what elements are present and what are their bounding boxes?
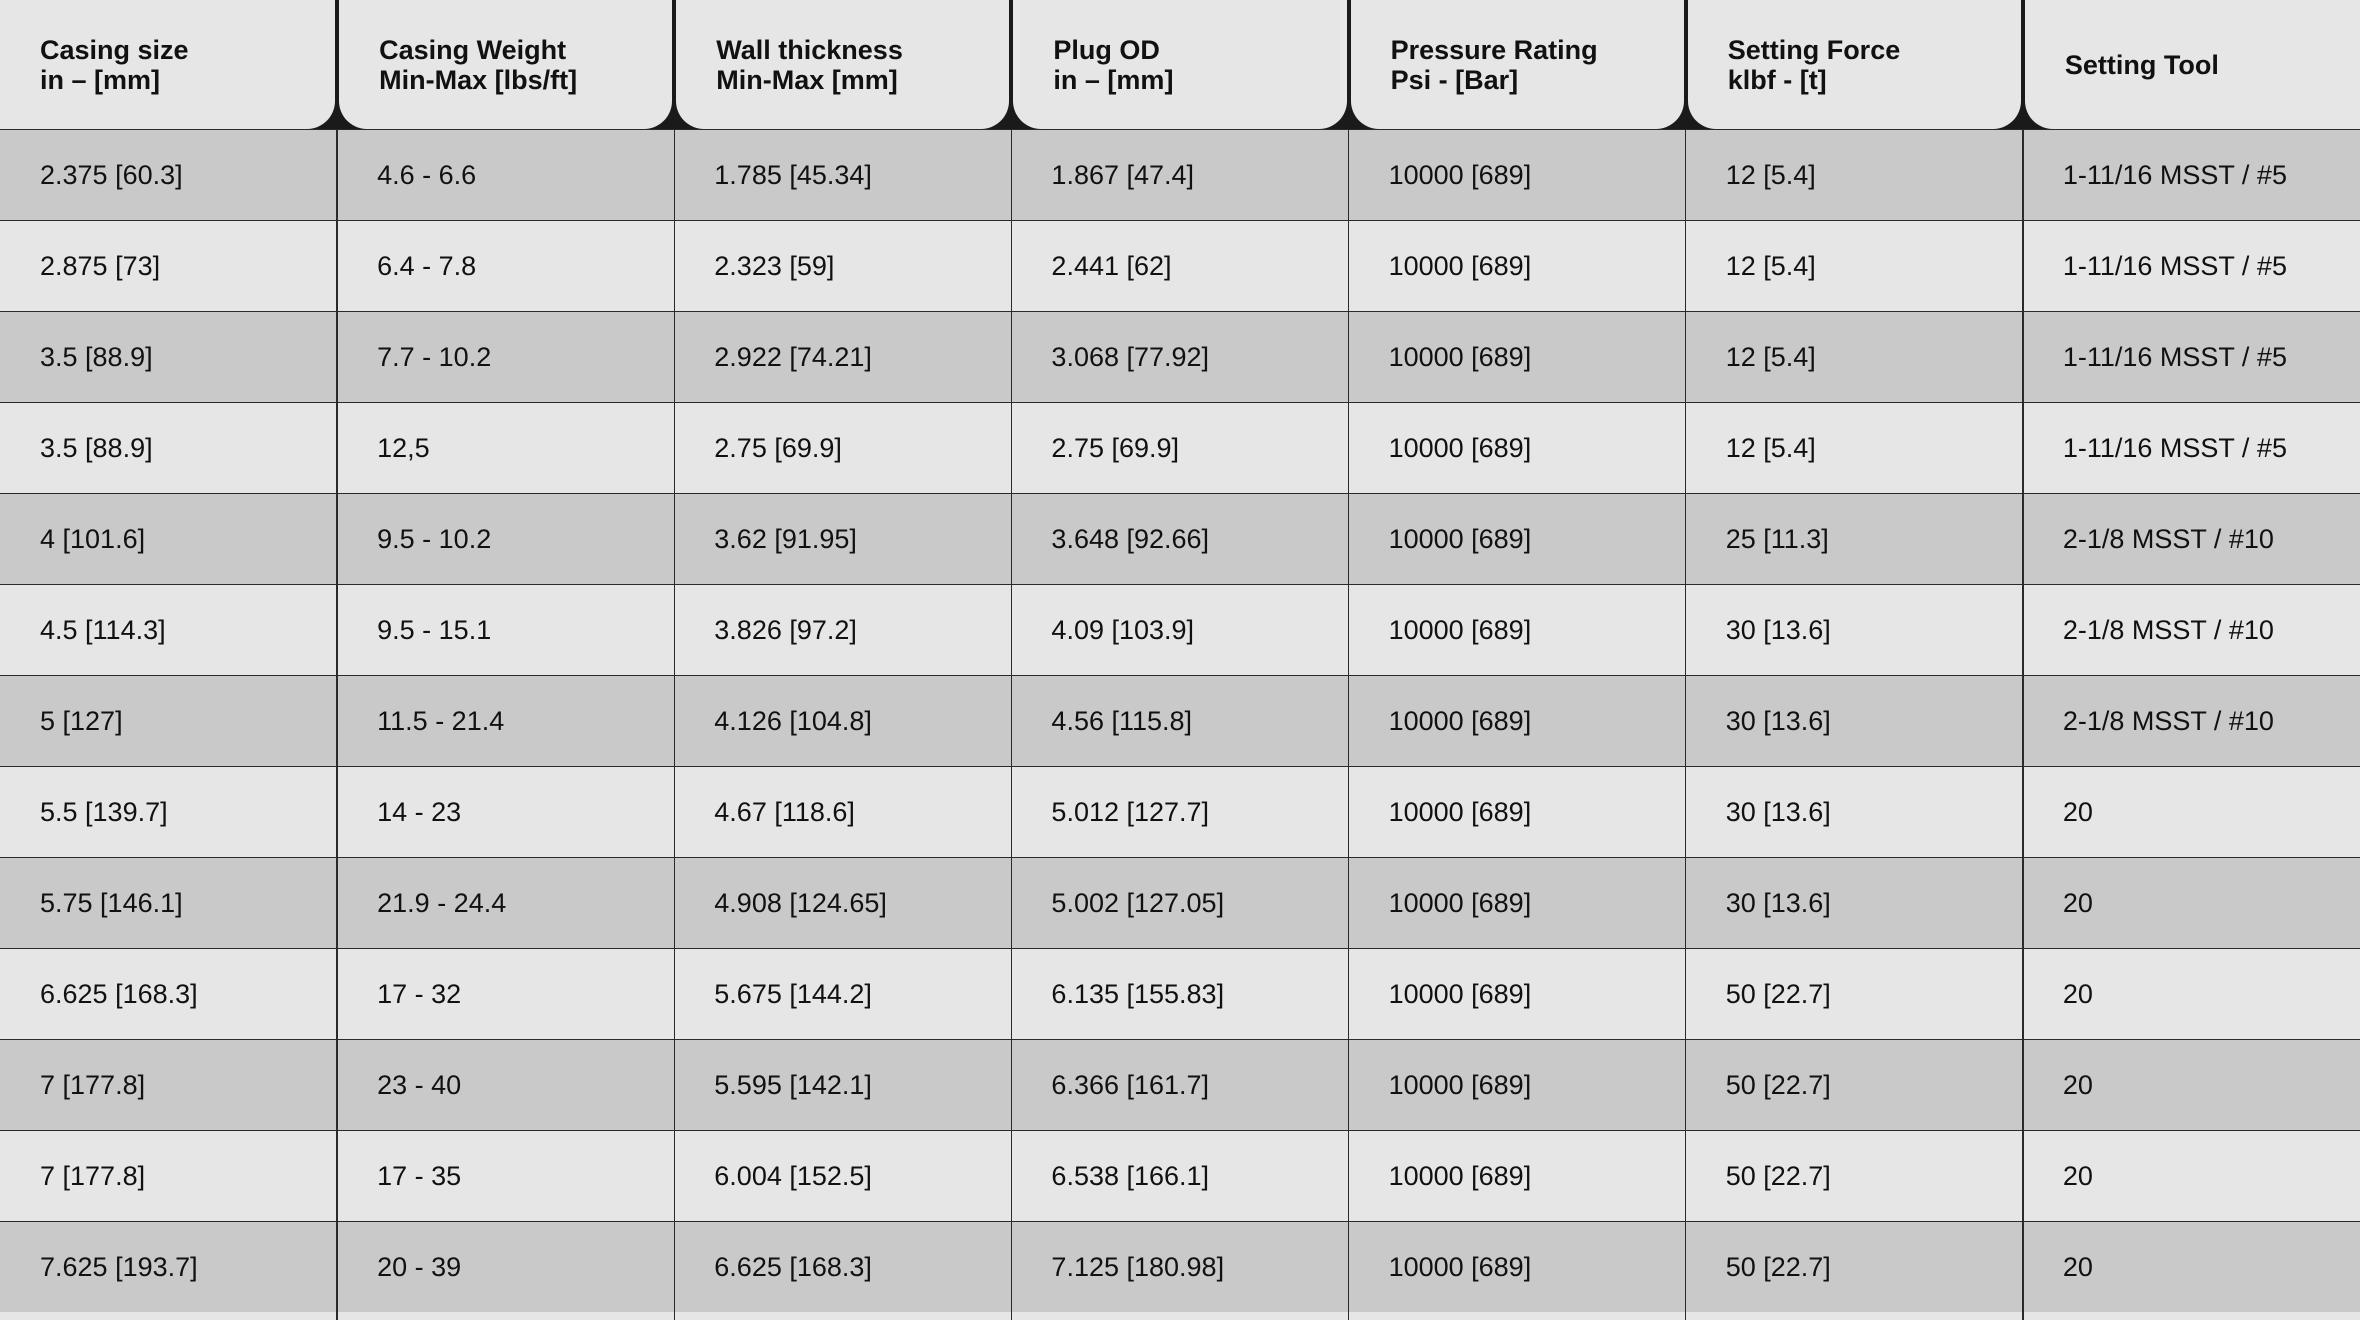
cell-pressure-rating: 10000 [689] <box>1388 159 1532 190</box>
cell-casing-size: 2.375 [60.3] <box>40 159 183 190</box>
column-divider <box>1685 129 1687 1320</box>
cell-pressure-rating: 10000 [689] <box>1388 1251 1532 1282</box>
cell-casing-weight: 21.9 - 24.4 <box>377 887 507 918</box>
cell-casing-size: 4.5 [114.3] <box>40 614 166 645</box>
header-plug-od-unit: in – [mm] <box>1053 64 1174 95</box>
cell-setting-tool: 20 <box>2062 1251 2093 1282</box>
cell-wall-thickness: 5.595 [142.1] <box>714 1069 872 1100</box>
column-divider <box>674 129 676 1320</box>
cell-setting-tool: 20 <box>2062 887 2093 918</box>
header-setting-tool-title: Setting Tool <box>2064 49 2219 80</box>
table-row <box>0 311 2360 402</box>
cell-casing-weight: 11.5 - 21.4 <box>377 705 505 736</box>
cell-setting-tool: 20 <box>2062 1160 2093 1191</box>
cell-wall-thickness: 4.67 [118.6] <box>714 796 855 827</box>
cell-setting-force: 12 [5.4] <box>1725 250 1816 281</box>
cell-casing-size: 7 [177.8] <box>40 1069 146 1100</box>
cell-setting-force: 12 [5.4] <box>1725 159 1816 190</box>
cell-plug-od: 6.538 [166.1] <box>1051 1160 1210 1191</box>
table-row <box>0 857 2360 948</box>
cell-plug-od: 6.366 [161.7] <box>1051 1069 1210 1100</box>
header-setting-tool <box>2025 0 2360 129</box>
cell-pressure-rating: 10000 [689] <box>1388 341 1532 372</box>
header-casing-size <box>0 0 335 129</box>
table-row <box>0 1130 2360 1221</box>
cell-setting-tool: 20 <box>2062 796 2093 827</box>
header-casing-weight-title: Casing Weight <box>379 34 567 65</box>
cell-setting-force: 30 [13.6] <box>1725 887 1831 918</box>
header-pressure-rating <box>1351 0 1684 129</box>
table-row <box>0 675 2360 766</box>
cell-pressure-rating: 10000 [689] <box>1388 250 1532 281</box>
cell-plug-od: 4.56 [115.8] <box>1051 705 1193 736</box>
cell-casing-size: 5 [127] <box>40 705 123 736</box>
cell-plug-od: 3.068 [77.92] <box>1051 341 1210 372</box>
cell-casing-weight: 20 - 39 <box>377 1251 462 1282</box>
cell-plug-od: 2.75 [69.9] <box>1051 432 1180 463</box>
cell-wall-thickness: 2.922 [74.21] <box>714 341 872 372</box>
cell-setting-force: 30 [13.6] <box>1725 796 1831 827</box>
cell-casing-size: 3.5 [88.9] <box>40 432 153 463</box>
cell-casing-weight: 4.6 - 6.6 <box>377 159 477 190</box>
cell-casing-weight: 6.4 - 7.8 <box>377 250 477 281</box>
cell-wall-thickness: 6.004 [152.5] <box>714 1160 872 1191</box>
cell-plug-od: 5.012 [127.7] <box>1051 796 1210 827</box>
cell-casing-size: 5.5 [139.7] <box>40 796 168 827</box>
cell-wall-thickness: 3.826 [97.2] <box>714 614 857 645</box>
cell-casing-size: 6.625 [168.3] <box>40 978 198 1009</box>
header-plug-od <box>1013 0 1346 129</box>
table-row <box>0 948 2360 1039</box>
table-row <box>0 766 2360 857</box>
cell-casing-weight: 12,5 <box>377 432 430 463</box>
table-row <box>0 402 2360 493</box>
cell-wall-thickness: 5.675 [144.2] <box>714 978 872 1009</box>
column-divider <box>1348 129 1350 1320</box>
cell-casing-size: 2.875 [73] <box>40 250 161 281</box>
column-divider <box>336 129 338 1320</box>
header-casing-size-unit: in – [mm] <box>40 64 161 95</box>
cell-setting-force: 12 [5.4] <box>1725 341 1816 372</box>
cell-pressure-rating: 10000 [689] <box>1388 614 1532 645</box>
header-setting-force-title: Setting Force <box>1727 34 1901 65</box>
cell-setting-tool: 1-11/16 MSST / #5 <box>2062 159 2287 190</box>
cell-casing-size: 3.5 [88.9] <box>40 341 153 372</box>
cell-plug-od: 5.002 [127.05] <box>1051 887 1225 918</box>
cell-plug-od: 2.441 [62] <box>1051 250 1172 281</box>
cell-pressure-rating: 10000 [689] <box>1388 1069 1532 1100</box>
cell-wall-thickness: 2.323 [59] <box>714 250 835 281</box>
cell-wall-thickness: 2.75 [69.9] <box>714 432 842 463</box>
header-casing-weight <box>339 0 672 129</box>
cell-pressure-rating: 10000 [689] <box>1388 705 1532 736</box>
header-plug-od-title: Plug OD <box>1053 34 1160 65</box>
header-casing-weight-unit: Min-Max [lbs/ft] <box>379 64 578 95</box>
cell-casing-size: 5.75 [146.1] <box>40 887 183 918</box>
header-casing-size-title: Casing size <box>40 34 189 65</box>
cell-setting-force: 50 [22.7] <box>1725 1160 1831 1191</box>
cell-setting-tool: 2-1/8 MSST / #10 <box>2062 523 2274 554</box>
cell-setting-force: 12 [5.4] <box>1725 432 1816 463</box>
cell-setting-force: 50 [22.7] <box>1725 1069 1831 1100</box>
cell-setting-force: 50 [22.7] <box>1725 978 1831 1009</box>
cell-setting-force: 30 [13.6] <box>1725 614 1831 645</box>
cell-pressure-rating: 10000 [689] <box>1388 887 1532 918</box>
cell-setting-tool: 20 <box>2062 978 2093 1009</box>
cell-setting-force: 25 [11.3] <box>1725 523 1829 554</box>
header-setting-force <box>1688 0 2021 129</box>
cell-casing-size: 7.625 [193.7] <box>40 1251 198 1282</box>
cell-casing-size: 4 [101.6] <box>40 523 146 554</box>
cell-wall-thickness: 3.62 [91.95] <box>714 523 857 554</box>
table-row <box>0 1221 2360 1312</box>
cell-wall-thickness: 1.785 [45.34] <box>714 159 872 190</box>
header-pressure-rating-unit: Psi - [Bar] <box>1390 64 1519 95</box>
column-divider <box>1011 129 1013 1320</box>
column-divider <box>2022 129 2024 1320</box>
cell-plug-od: 7.125 [180.98] <box>1051 1251 1225 1282</box>
cell-pressure-rating: 10000 [689] <box>1388 978 1532 1009</box>
cell-plug-od: 1.867 [47.4] <box>1051 159 1195 190</box>
table-row <box>0 129 2360 220</box>
cell-setting-tool: 2-1/8 MSST / #10 <box>2062 614 2274 645</box>
table-row <box>0 584 2360 675</box>
cell-pressure-rating: 10000 [689] <box>1388 1160 1532 1191</box>
cell-plug-od: 3.648 [92.66] <box>1051 523 1210 554</box>
cell-casing-weight: 9.5 - 15.1 <box>377 614 492 645</box>
cell-casing-weight: 17 - 35 <box>377 1160 462 1191</box>
cell-setting-force: 30 [13.6] <box>1725 705 1831 736</box>
table-row <box>0 1039 2360 1130</box>
cell-plug-od: 6.135 [155.83] <box>1051 978 1225 1009</box>
cell-casing-weight: 17 - 32 <box>377 978 462 1009</box>
cell-wall-thickness: 4.126 [104.8] <box>714 705 872 736</box>
cell-pressure-rating: 10000 [689] <box>1388 523 1532 554</box>
cell-casing-weight: 9.5 - 10.2 <box>377 523 492 554</box>
table-row <box>0 493 2360 584</box>
cell-pressure-rating: 10000 [689] <box>1388 796 1532 827</box>
cell-setting-tool: 2-1/8 MSST / #10 <box>2062 705 2274 736</box>
header-wall-thickness-title: Wall thickness <box>716 34 903 65</box>
header-pressure-rating-title: Pressure Rating <box>1390 34 1598 65</box>
cell-casing-size: 7 [177.8] <box>40 1160 146 1191</box>
cell-setting-tool: 20 <box>2062 1069 2093 1100</box>
cell-wall-thickness: 6.625 [168.3] <box>714 1251 872 1282</box>
cell-casing-weight: 14 - 23 <box>377 796 462 827</box>
cell-wall-thickness: 4.908 [124.65] <box>714 887 887 918</box>
cell-setting-force: 50 [22.7] <box>1725 1251 1831 1282</box>
cell-setting-tool: 1-11/16 MSST / #5 <box>2062 250 2287 281</box>
cell-casing-weight: 23 - 40 <box>377 1069 462 1100</box>
header-wall-thickness <box>676 0 1009 129</box>
header-wall-thickness-unit: Min-Max [mm] <box>716 64 898 95</box>
cell-setting-tool: 1-11/16 MSST / #5 <box>2062 432 2287 463</box>
cell-setting-tool: 1-11/16 MSST / #5 <box>2062 341 2287 372</box>
header-setting-force-unit: klbf - [t] <box>1727 64 1827 95</box>
table-header-row <box>0 0 2360 129</box>
cell-plug-od: 4.09 [103.9] <box>1051 614 1195 645</box>
table-row <box>0 220 2360 311</box>
cell-casing-weight: 7.7 - 10.2 <box>377 341 492 372</box>
cell-pressure-rating: 10000 [689] <box>1388 432 1532 463</box>
